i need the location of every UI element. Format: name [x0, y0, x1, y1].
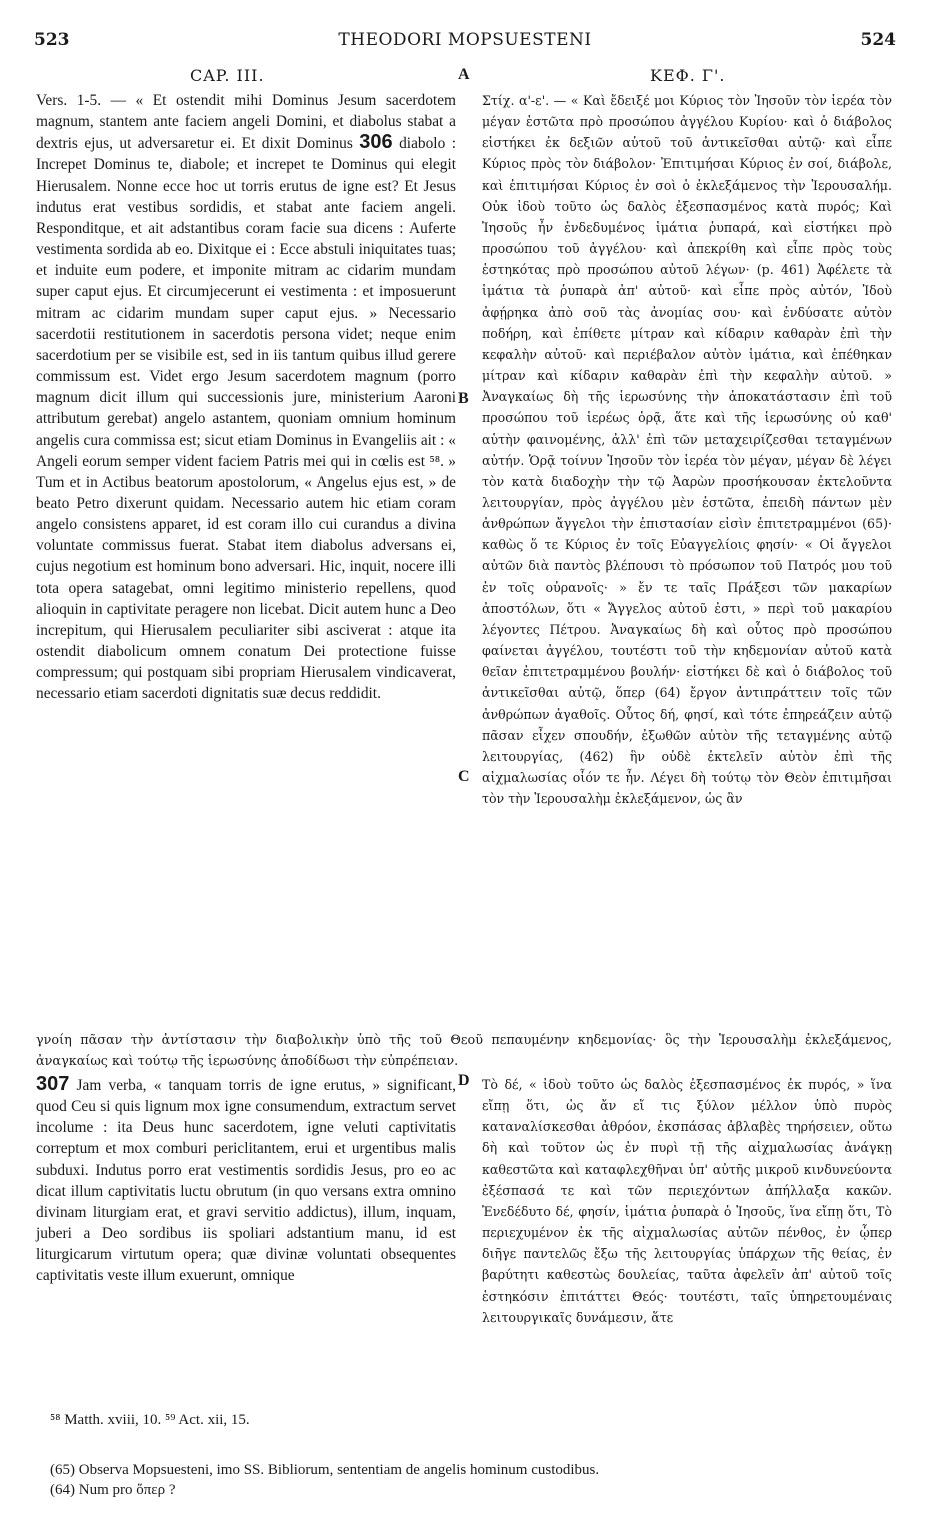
footnote-64: (64) Num pro ὅπερ ? — [50, 1482, 176, 1498]
latin-footnotes: ⁵⁸ Matth. xviii, 10. ⁵⁹ Act. xii, 15. — [50, 1412, 250, 1428]
footnote-65: (65) Observa Mopsuesteni, imo SS. Bibliorum, sententiam de angelis hominum custodibus. — [50, 1462, 600, 1478]
latin-column-lower — [36, 1074, 456, 1287]
patrologia-column-number-lower: 307 — [36, 1073, 70, 1095]
running-header — [34, 30, 896, 56]
greek-spanning-text: γνοίη πᾶσαν τὴν ἀντίστασιν τὴν διαβολικὴν ὑπὸ τῆς τοῦ Θεοῦ πεπαυμένην κηδεμονίας· ὃς τὴν Ἱερουσαλὴμ ἐκλεξάμενος, ἀναγκαίως καὶ τούτῳ τῆς ἱερωσύνης ἀποδίδωσι τὴν εὐπρέπειαν. — [36, 1033, 892, 1069]
patrologia-column-number: 306 — [359, 131, 393, 154]
margin-marker-c: C — [458, 768, 470, 785]
latin-text-part1: Vers. 1-5. — « Et ostendit mihi Dominus Jesum sacerdotem magnum, stantem ante faciem angeli Domini, et diabolus stabat a dextris ejus, ut adversaretur ei. Et dixit Dominus — [36, 92, 456, 153]
greek-text-lower: Τὸ δέ, « ἰδοὺ τοῦτο ὡς δαλὸς ἐξεσπασμένος ἐκ πυρός, » ἵνα εἴπῃ ὅτι, ὡς ἄν εἴ τις ξύλον μέλλον ὑπὸ πυρὸς καταναλίσκεσθαι ἀθρόον, ἐκσπάσας ἀβλαβὲς τηρήσειεν, οὕτω δὴ καὶ τοῦτον ὡς ἐν πυρὶ τῇ τῆς αἰχμαλωσίας ἀνάγκῃ καθεστῶτα καὶ καταφλεχθῆναι ὑπ' αὐτῆς μικροῦ κινδυνεύοντα ἐξέσπασά τε καὶ τῶν περιεχόντων ἀπήλλαξα κακῶν. Ἐνεδέδυτο δέ, φησίν, ἱμάτια ῥυπαρὰ ὁ Ἰησοῦς, ἵνα εἴπῃ ὅτι, Τὸ περιεχυμένον ἐκ τῆς αἰχμαλωσίας αὐτῶν πένθος, ἐν ᾧπερ διῆγε παντελῶς ἔξω τῆς λειτουργίας ὑπάρχων τῆς θείας, ἐν βαρύτητι καθεστὼς δουλείας, ταῦτα ἀφελεῖν ἀπ' αὐτοῦ τοῖς ἑστηκόσιν ἐπιτάττει Θεός· τουτέστι, ταῖς ὑπηρετουμέναις λειτουργικαῖς δυνάμεσιν, ἅτε — [482, 1077, 892, 1325]
greek-text: Στίχ. α'-ε'. — « Καὶ ἔδειξέ μοι Κύριος τὸν Ἰησοῦν τὸν ἱερέα τὸν μέγαν ἑστῶτα πρὸ προσώπου ἀγγέλου Κυρίου· καὶ ὁ διάβολος εἱστήκει ἐκ δεξιῶν αὐτοῦ τοῦ ἀντικεῖσθαι αὐτῷ· καὶ εἶπε Κύριος πρὸς τὸν διάβολον· Ἐπιτιμήσαι Κύριος ἐν σοί, διάβολε, καὶ ἐπιτιμήσαι Κύριος ἐν σοὶ ὁ ἐκλεξάμενος τὴν Ἱερουσαλήμ. Οὐκ ἰδοὺ τοῦτο ὡς δαλὸς ἐξεσπασμένος κατὰ πυρός; Καὶ Ἰησοῦς ἦν ἐνδεδυμένος ἱμάτια ῥυπαρά, καὶ εἱστήκει πρὸ προσώπου τοῦ ἀγγέλου· καὶ ἀπεκρίθη καὶ εἶπε πρὸς τοὺς ἑστηκότας πρὸ προσώπου αὐτοῦ λέγων· (p. 461) Ἀφέλετε τὰ ἱμάτια τὰ ῥυπαρὰ ἀπ' αὐτοῦ· καὶ εἶπε πρὸς αὐτόν, Ἰδοὺ ἀφῄρηκα ἀπὸ σοῦ τὰς ἀνομίας σου· καὶ ἐνδύσατε αὐτὸν ποδήρη, καὶ ἐπίθετε μίτραν καὶ κίδαριν καθαρὰν ἐπὶ τὴν κεφαλὴν αὐτοῦ· καὶ περιέβαλον αὐτὸν ἱμάτια, καὶ ἐπέθηκαν μίτραν καὶ κίδαριν καθαρὰν ἐπὶ τὴν κεφαλὴν αὐτοῦ. » Ἀναγκαίως δὴ τῆς ἱερωσύνης τὴν ἀποκατάστασιν ἐπὶ τοῦ προσώπου τοῦ ἱερέως ὁρᾷ, ἅτε καὶ τῆς ἱερωσύνης οὐ καθ' αὑτὴν φαινομένης, ἀλλ' ἐπὶ τῶν μεταχειρίζεσθαι τεταγμένων αὐτήν. Ὁρᾷ τοίνυν Ἰησοῦν τὸν ἱερέα τὸν μέγαν, μέγαν δὲ λέγει τὸν κατὰ διαδοχὴν τὴν τῷ Ἀαρὼν προσήκουσαν ἐκτελοῦντα λειτουργίαν, πρὸς ἀγγέλου μὲν ἑστῶτα, ἐπειδὴ πάντων μὲν ἀνθρώπων ἄγγελοι τὴν ἐπιστασίαν εἰσὶν ἐπιτετραμμένοι (65)· καθὼς ὅ τε Κύριος ἐν τοῖς Εὐαγγελίοις φησίν· « Οἱ ἄγγελοι αὐτῶν διὰ παντὸς βλέπουσι τὸ πρόσωπον τοῦ Πατρός μου τοῦ ἐν τοῖς οὐρανοῖς· » ἔν τε ταῖς Πράξεσι τῶν μακαρίων ἀποστόλων, ὅτι « Ἄγγελος αὐτοῦ ἐστι, » περὶ τοῦ μακαρίου λέγοντες Πέτρου. Ἀναγκαίως δὴ καὶ οὗτος πρὸ προσώπου φαίνεται ἀγγέλου, τουτέστι τοῦ τὴν κηδεμονίαν αὐτοῦ κατὰ θεῖαν ἐπιτετραμμένου βουλήν· εἱστήκει δὲ καὶ ὁ διάβολος τοῦ ἀντικεῖσθαι αὐτῷ, ὅπερ (64) ἔργον ἀντιπράττειν τοῖς τῶν ἀνθρώπων ἀγαθοῖς. Οὗτος δή, φησί, καὶ τότε ἐπηρεάζειν αὐτῷ πᾶσαν εἶχεν σπουδήν, ἐξωθῶν αὐτὸν τῆς τεταγμένης αὐτῷ λειτουργίας, (462) ἣν οὐδὲ ἐκτελεῖν αὐτὸν ἐπὶ τῆς αἰχμαλωσίας οἷόν τε ἦν. Λέγει δὴ τούτῳ τὸν Θεὸν ἐπιτιμῆσαι τὸν τὴν Ἱερουσαλὴμ ἐκλεξάμενον, ὡς ἂν — [482, 93, 892, 807]
latin-text-lower: Jam verba, « tanquam torris de igne erutus, » significant, quod Ceu si quis lignum mox igne consumendum, extractum servet incolume : ita Deus hunc sacerdotem, igne veluti captivitatis correptum et mox comburi periclitantem, erui et urgentibus malis subduxi. Indutus porro erat vestimentis sordidis Jesus, pro eo ac dicat illum captivitatis luctu obrutum (in quo versans extra omnino divinam liturgiam erat, et gravi servitio addictus), illum, inquam, juberi a Deo sordibus iis spoliari adstantium manu, id est liturgicarum virtutum opera; quæ divinæ voluntati obsequentes captivitatis veste illum exuerunt, omnique — [36, 1077, 456, 1285]
latin-text-part2: diabolo : Increpet Dominus te, diabole; et increpet te Dominus qui elegit Hierusalem. Nonne ecce hoc ut torris erutus de igne est? Et Jesus indutus erat vestibus sordidis, et stabat ante faciem angeli. Responditque, et ait adstantibus coram facie sua dicens : Auferte vestimenta sordida ab eo. Dixitque ei : Ecce abstuli iniquitates tuas; et induite eum podere, et imponite mitram ac cidarim mundam super caput ejus. Et circumjecerunt ei vestimenta : et imposuerunt mitram ac cidarim mundam super caput ejus. » Necessario sacerdotii restitutionem in sacerdotis persona videt; neque enim sacerdotium per se visibile est, sed in iis tantum quibus illud gerere commissum est. Videt ergo Jesum sacerdotem magnum (porro magnum dicit illum qui successionis jure, ministerium Aaroni attributum gerebat) angelo astantem, quoniam omnium hominum angelis cura commissa est; sicut etiam Dominus in Evangeliis ait : « Angeli eorum semper vident faciem Patris mei qui in cœlis est ⁵⁸. » Tum et in Actibus beatorum apostolorum, « Angelus ejus est, » de beato Petro dixerunt quidam. Necessario autem hic etiam coram angelo consistens apparet, id est coram illo cui curandus a divina voluntate commissus fuerat. Stabat item diabolus adversans ei, cujus negotium est hominum bono adversari. Hic, inquit, nocere illi tota opera satagebat, omni legitimo ministerio repellens, quod alioquin in captivitate peragere non licebat. Dicit autem hunc a Deo increpitum, qui Hierusalem peculiariter sibi asciverat : atque ita ostendit diabolicum omnem conatum Dei protectione fuisse compressum; qui postquam sibi propriam Hierusalem vindicaverat, necessario etiam sacerdoti dignitatis suæ decus reddidit. — [36, 135, 456, 703]
latin-chapter-heading: CAP. III. — [190, 66, 265, 85]
editor-footnotes — [50, 1460, 599, 1500]
margin-marker-d: D — [458, 1072, 470, 1089]
greek-chapter-heading: ΚΕΦ. Γ'. — [650, 66, 726, 85]
greek-column-lower — [482, 1074, 892, 1328]
greek-column — [482, 90, 892, 809]
page-number-left: 523 — [34, 30, 70, 50]
margin-marker-a: A — [458, 66, 470, 83]
page-number-right: 524 — [860, 30, 896, 50]
margin-marker-b: B — [458, 390, 469, 407]
latin-column — [36, 90, 456, 705]
running-title: THEODORI MOPSUESTENI — [338, 30, 592, 50]
